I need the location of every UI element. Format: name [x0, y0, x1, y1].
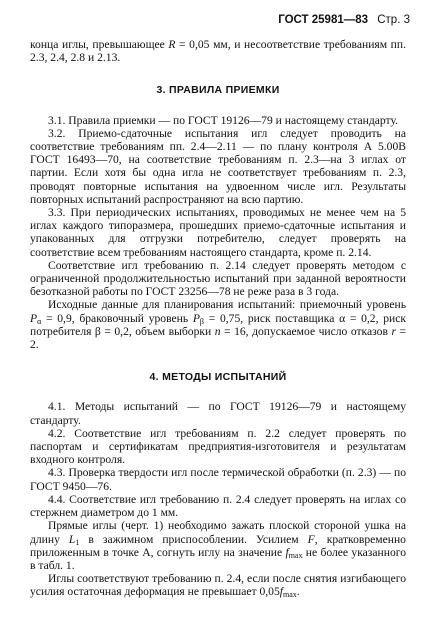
paragraph-4-4-residual-deformation: Иглы соответствуют требованию п. 2.4, если после снятия изгибающего усилия остаточная деформация не превышает $0,05f_{max}$.: [30, 572, 406, 600]
section-3-title: 3. ПРАВИЛА ПРИЕМКИ: [156, 84, 280, 97]
document-body: [30, 38, 406, 599]
paragraph-3-3: 3.3. При периодических испытаниях, проводимых не менее чем на 5 иглах каждого типоразмера, прошедших приемо-сдаточные испытания и упакованных для отгрузки потребителю, следует проверять на соответствие всем требованиям настоящего стандарта, кроме п. 2.14.: [30, 206, 406, 259]
paragraph-3-3-reliability: Соответствие игл требованию п. 2.14 следует проверять методом с ограниченной продолжительностью испытаний при заданной вероятности безотказной работы по ГОСТ 23256—78 не реже раза в 3 года.: [30, 258, 406, 299]
paragraph-4-4-straight-needles: Прямые иглы (черт. 1) необходимо зажать плоской стороной ушка на длину $L_1$ в зажимном приспособлении. Усилием F, кратковременно приложенным в точке А, согнуть иглу на значение $f_{max}$ не более указанного в табл. 1.: [30, 519, 406, 572]
paragraph-4-3: 4.3. Проверка твердости игл после термической обработки (п. 2.3) — по ГОСТ 9450—76.: [30, 466, 406, 493]
page-number: Стр. 3: [377, 14, 410, 26]
paragraph-3-1: 3.1. Правила приемки — по ГОСТ 19126—79 и настоящему стандарту.: [48, 113, 399, 127]
paragraph-4-4: 4.4. Соответствие игл требованию п. 2.4 следует проверять на иглах со стержнем диаметром до 1 мм.: [30, 492, 406, 520]
paragraph-3-2: 3.2. Приемо-сдаточные испытания игл следует проводить на соответствие требованиям пп. 2.4—2.11 — по плану контроля А 5.00В ГОСТ 16493—70, на соответствие требованиям п. 2.3—на 3 иглах от партии. Если хотя бы одна игла не соответствует требованиям п. 2.3, проводят повторные испытания на удвоенном числе игл. Результаты повторных испытаний распространяют на всю партию.: [30, 126, 406, 206]
section-4-title: 4. МЕТОДЫ ИСПЫТАНИЙ: [149, 371, 287, 384]
standard-code: ГОСТ 25981—83: [278, 14, 369, 26]
page-header: [278, 14, 410, 26]
paragraph-4-2: 4.2. Соответствие игл требованиям п. 2.2 следует проверять по паспортам и сертификатам предприятия-изготовителя и результатам входного контроля.: [30, 426, 406, 467]
paragraph-3-3-test-planning: Исходные данные для планирования испытаний: приемочный уровень $P_\alpha = 0,9$, браковочный уровень $P_\beta = 0,75$, риск поставщика α = 0,2, риск потребителя β = 0,2, объем выборки n = 16, допускаемое число отказов r = 2.: [30, 298, 407, 352]
paragraph-4-1: 4.1. Методы испытаний — по ГОСТ 19126—79 и настоящему стандарту.: [30, 400, 406, 427]
intro-paragraph: конца иглы, превышающее R = 0,05 мм, и несоответствие требованиям пп. 2.3, 2.4, 2.8 и 2.13.: [30, 38, 406, 65]
